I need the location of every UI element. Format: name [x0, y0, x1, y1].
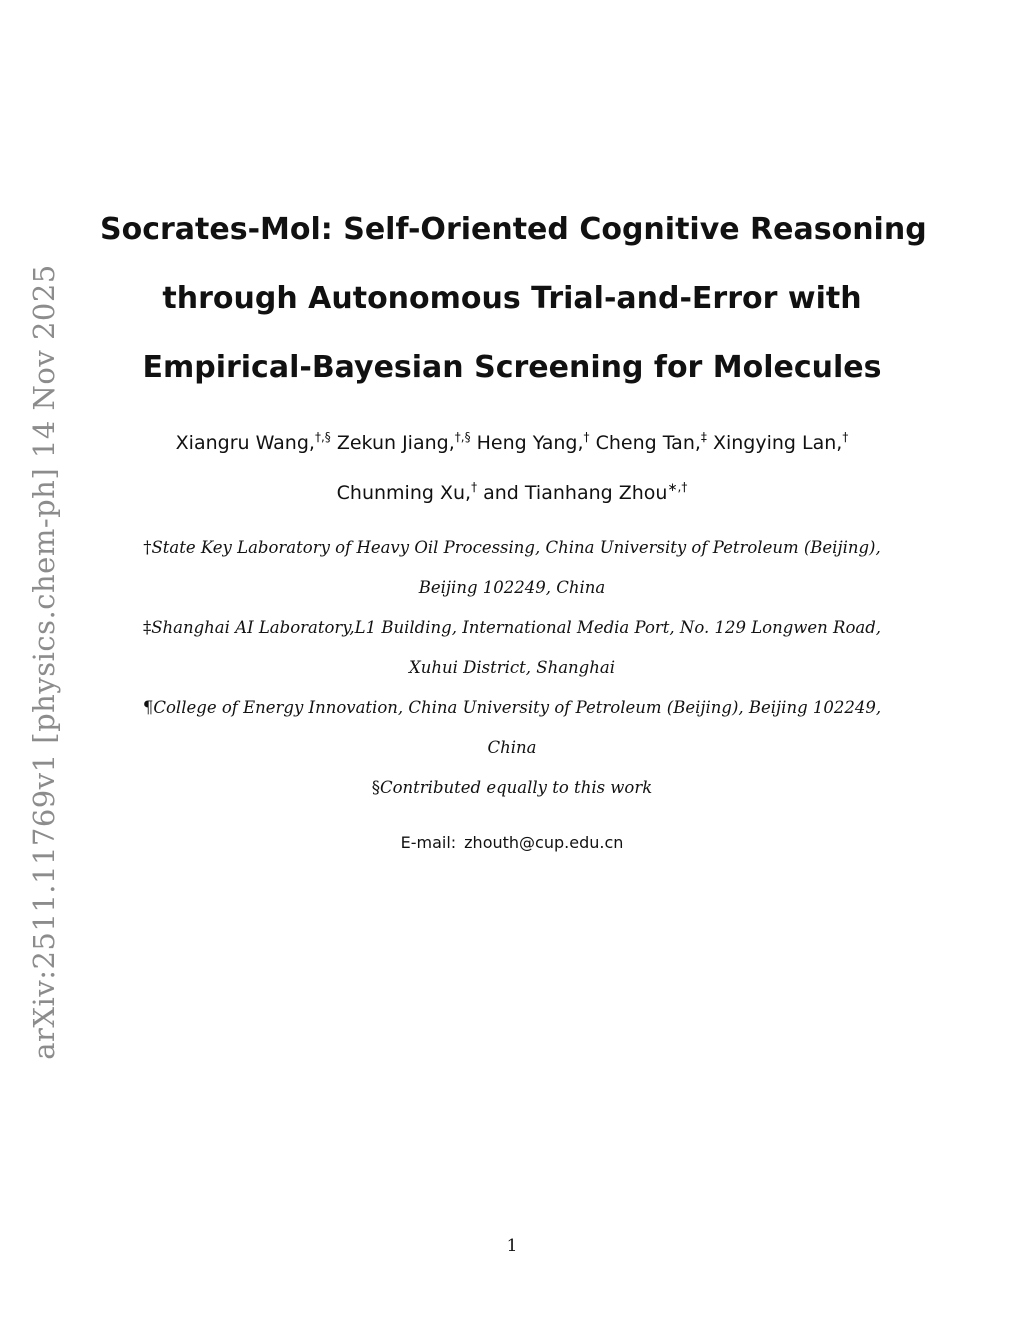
- affiliation-text: College of Energy Innovation, China University of Petroleum (Beijing), Beijing 102249,: [153, 698, 882, 717]
- author-name: Xiangru Wang,: [175, 432, 315, 454]
- affiliation-mark: †: [143, 538, 152, 557]
- affiliation-line: [90, 528, 934, 568]
- affiliation-list: [90, 528, 934, 808]
- arxiv-identifier: arXiv:2511.11769v1 [physics.chem-ph] 14 Nov 2025: [27, 264, 61, 1060]
- arxiv-stamp: [0, 0, 80, 1325]
- author-name: Chunming Xu,: [336, 482, 472, 504]
- affiliation-text: Xuhui District, Shanghai: [409, 658, 615, 677]
- author-name: Xingying Lan,: [712, 432, 843, 454]
- author-affiliation-marks: †,§: [314, 430, 331, 444]
- author-affiliation-marks: †: [583, 430, 590, 444]
- title-line-1: Socrates-Mol: Self-Oriented Cognitive Reasoning: [100, 212, 927, 247]
- affiliation-mark: §: [371, 778, 380, 797]
- title-line-3: Empirical-Bayesian Screening for Molecules: [142, 350, 882, 385]
- title-line-2: through Autonomous Trial-and-Error with: [162, 281, 862, 316]
- author-affiliation-marks: †: [471, 480, 478, 494]
- affiliation-mark: ¶: [142, 698, 154, 717]
- affiliation-text: China: [487, 738, 537, 757]
- author-name: Cheng Tan,: [595, 432, 701, 454]
- affiliation-line: [90, 608, 934, 648]
- affiliation-line: [90, 648, 934, 688]
- affiliation-line: [90, 568, 934, 608]
- author-name: and Tianhang Zhou: [483, 482, 668, 504]
- affiliation-mark: ‡: [142, 618, 152, 637]
- paper-title: [100, 195, 927, 402]
- email-address[interactable]: zhouth@cup.edu.cn: [464, 833, 624, 852]
- author-name: Heng Yang,: [476, 432, 584, 454]
- affiliation-line: [90, 728, 934, 768]
- affiliation-text: Contributed equally to this work: [379, 778, 653, 797]
- affiliation-line: [90, 688, 934, 728]
- author-line-2: [100, 468, 924, 518]
- author-affiliation-marks: †: [842, 430, 849, 444]
- author-name: Zekun Jiang,: [336, 432, 455, 454]
- affiliation-text: Shanghai AI Laboratory,L1 Building, International Media Port, No. 129 Longwen Road,: [151, 618, 882, 637]
- email-label: E-mail:: [400, 833, 457, 852]
- author-line-1: [100, 418, 924, 468]
- author-affiliation-marks: ∗,†: [667, 480, 688, 494]
- author-affiliation-marks: †,§: [454, 430, 471, 444]
- author-affiliation-marks: ‡: [700, 430, 707, 444]
- affiliation-text: Beijing 102249, China: [418, 578, 606, 597]
- contact-email: [100, 833, 924, 852]
- page-number: 1: [506, 1236, 518, 1256]
- affiliation-line: [90, 768, 934, 808]
- affiliation-text: State Key Laboratory of Heavy Oil Processing, China University of Petroleum (Beijing),: [151, 538, 881, 557]
- author-list: [100, 418, 924, 518]
